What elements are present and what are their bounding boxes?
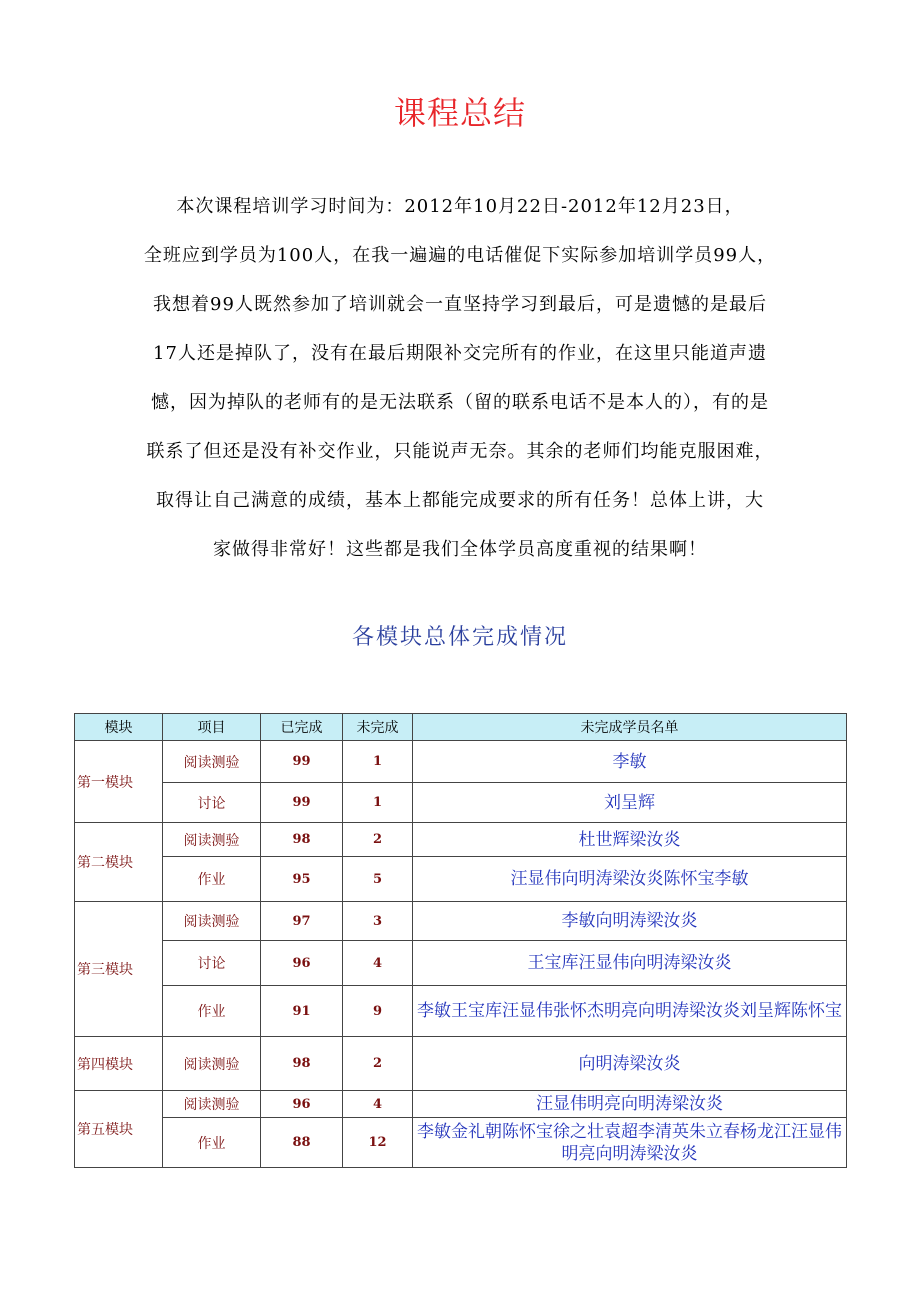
undone-cell: 12	[343, 1118, 413, 1168]
item-cell: 阅读测验	[163, 823, 261, 857]
module-cell: 第四模块	[75, 1037, 163, 1091]
paragraph-line: 家做得非常好！这些都是我们全体学员高度重视的结果啊！	[213, 539, 707, 560]
item-cell: 阅读测验	[163, 1091, 261, 1118]
paragraph-line: 17人还是掉队了，没有在最后期限补交完所有的作业，在这里只能道声遗	[153, 343, 767, 364]
document-title: 课程总结	[393, 94, 526, 132]
done-cell: 97	[261, 902, 343, 941]
undone-cell: 5	[343, 857, 413, 902]
undone-cell: 2	[343, 1037, 413, 1091]
paragraph-line: 联系了但还是没有补交作业，只能说声无奈。其余的老师们均能克服困难，	[146, 441, 774, 462]
item-cell: 作业	[163, 1118, 261, 1168]
paragraph-line: 憾，因为掉队的老师有的是无法联系（留的联系电话不是本人的），有的是	[151, 392, 769, 413]
item-cell: 阅读测验	[163, 902, 261, 941]
paragraph-line: 全班应到学员为100人，在我一遍遍的电话催促下实际参加培训学员99人，	[143, 245, 777, 266]
item-cell: 讨论	[163, 783, 261, 823]
done-cell: 99	[261, 783, 343, 823]
undone-cell: 4	[343, 1091, 413, 1118]
names-cell: 汪显伟向明涛梁汝炎陈怀宝李敏	[413, 857, 847, 902]
done-cell: 98	[261, 823, 343, 857]
paragraph-line: 本次课程培训学习时间为：2012年10月22日-2012年12月23日，	[176, 196, 744, 217]
done-cell: 98	[261, 1037, 343, 1091]
item-cell: 阅读测验	[163, 741, 261, 783]
table-row	[75, 902, 847, 941]
section-subtitle: 各模块总体完成情况	[351, 625, 568, 650]
table-row	[75, 1037, 847, 1091]
item-cell: 阅读测验	[163, 1037, 261, 1091]
module-cell: 第三模块	[75, 902, 163, 1037]
names-cell: 李敏	[413, 741, 847, 783]
table-row	[75, 1118, 847, 1168]
names-cell: 刘呈辉	[413, 783, 847, 823]
item-cell: 作业	[163, 986, 261, 1037]
completion-table	[74, 713, 847, 1168]
table-row	[75, 986, 847, 1037]
names-cell: 李敏金礼朝陈怀宝徐之壮袁超李清英朱立春杨龙江汪显伟明亮向明涛梁汝炎	[413, 1118, 847, 1168]
item-cell: 讨论	[163, 941, 261, 986]
done-cell: 88	[261, 1118, 343, 1168]
table-row	[75, 823, 847, 857]
undone-cell: 1	[343, 783, 413, 823]
undone-cell: 3	[343, 902, 413, 941]
item-cell: 作业	[163, 857, 261, 902]
names-cell: 李敏向明涛梁汝炎	[413, 902, 847, 941]
done-cell: 96	[261, 1091, 343, 1118]
table-row	[75, 741, 847, 783]
names-cell: 杜世辉梁汝炎	[413, 823, 847, 857]
summary-paragraph	[120, 182, 800, 574]
table-row	[75, 941, 847, 986]
header-item: 项目	[163, 714, 261, 741]
done-cell: 96	[261, 941, 343, 986]
header-names: 未完成学员名单	[413, 714, 847, 741]
undone-cell: 1	[343, 741, 413, 783]
undone-cell: 4	[343, 941, 413, 986]
table-row	[75, 783, 847, 823]
names-cell: 向明涛梁汝炎	[413, 1037, 847, 1091]
header-undone: 未完成	[343, 714, 413, 741]
names-cell: 王宝库汪显伟向明涛梁汝炎	[413, 941, 847, 986]
header-done: 已完成	[261, 714, 343, 741]
done-cell: 91	[261, 986, 343, 1037]
undone-cell: 2	[343, 823, 413, 857]
table-row	[75, 857, 847, 902]
names-cell: 汪显伟明亮向明涛梁汝炎	[413, 1091, 847, 1118]
paragraph-line: 取得让自己满意的成绩，基本上都能完成要求的所有任务！总体上讲，大	[156, 490, 764, 511]
module-cell: 第二模块	[75, 823, 163, 902]
done-cell: 95	[261, 857, 343, 902]
module-cell: 第一模块	[75, 741, 163, 823]
done-cell: 99	[261, 741, 343, 783]
paragraph-line: 我想着99人既然参加了培训就会一直坚持学习到最后，可是遗憾的是最后	[153, 294, 767, 315]
table-row	[75, 1091, 847, 1118]
names-cell: 李敏王宝库汪显伟张怀杰明亮向明涛梁汝炎刘呈辉陈怀宝	[413, 986, 847, 1037]
header-module: 模块	[75, 714, 163, 741]
module-cell: 第五模块	[75, 1091, 163, 1168]
table-header-row	[75, 714, 847, 741]
undone-cell: 9	[343, 986, 413, 1037]
